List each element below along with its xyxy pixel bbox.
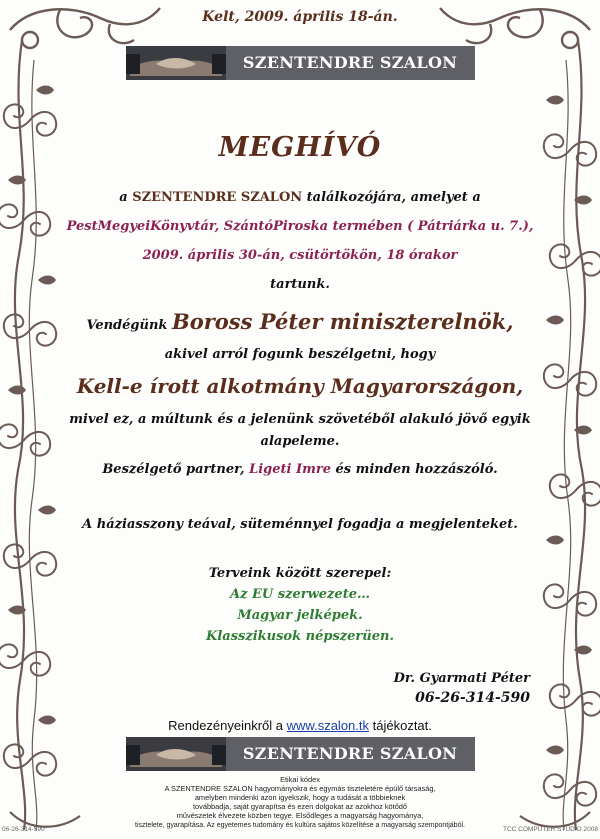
reason-line-2: alapeleme. bbox=[260, 434, 340, 449]
info-prefix: Rendezényeinkről a bbox=[168, 718, 287, 733]
partner-name: Ligeti Imre bbox=[249, 462, 331, 477]
guest-prefix: Vendégünk bbox=[86, 318, 172, 333]
talk-line: akivel arról fogunk beszélgetni, hogy bbox=[164, 347, 436, 362]
intro-suffix: találkozójára, amelyet a bbox=[302, 190, 481, 205]
handshake-icon bbox=[126, 46, 226, 80]
footer-line-1: A SZENTENDRE SZALON hagyományokra és egymás tiszteletére épülő társaság, bbox=[164, 784, 436, 793]
intro-prefix: a bbox=[119, 190, 133, 205]
intro-line bbox=[60, 190, 540, 205]
footer-right-corner: TCC COMPUTER STUDIO 2008 bbox=[503, 826, 598, 833]
guest-suffix: , bbox=[506, 309, 514, 334]
partner-prefix: Beszélgető partner, bbox=[102, 462, 250, 477]
invitation-title: MEGHÍVÓ bbox=[218, 132, 382, 163]
tartunk-line: tartunk. bbox=[270, 277, 330, 292]
time-line: 2009. április 30-án, csütörtökön, 18 órakor bbox=[142, 248, 458, 263]
date-line: Kelt, 2009. április 18-án. bbox=[202, 9, 398, 25]
top-banner bbox=[126, 46, 475, 80]
signature-name: Dr. Gyarmati Péter bbox=[393, 671, 530, 686]
plans-item-classics: Klasszikusok népszerüen. bbox=[206, 629, 394, 644]
plans-item-symbols: Magyar jelképek. bbox=[237, 608, 363, 623]
banner-label: SZENTENDRE SZALON bbox=[242, 53, 458, 72]
reason-line-1: mivel ez, a múltunk és a jelenünk szövetéből alakuló jövő egyik bbox=[69, 412, 531, 427]
footer-left-corner: 06-26-314-590 bbox=[2, 826, 45, 833]
left-vine bbox=[15, 40, 37, 830]
footer-heading: Etikai kódex bbox=[280, 775, 320, 784]
footer-line-2: amelyben mindenki azon igyekszik, hogy a tudását a többieknek bbox=[194, 793, 406, 802]
handshake-icon bbox=[126, 737, 226, 771]
bottom-banner-label: SZENTENDRE SZALON bbox=[242, 744, 458, 763]
right-vine bbox=[563, 40, 585, 830]
info-suffix: tájékoztat. bbox=[369, 718, 432, 733]
plans-item-eu: Az EU szerwezete… bbox=[230, 587, 370, 602]
website-link[interactable]: www.szalon.tk bbox=[286, 718, 370, 733]
signature-phone: 06-26-314-590 bbox=[415, 690, 530, 706]
partner-suffix: és minden hozzászóló. bbox=[330, 462, 498, 477]
bottom-banner bbox=[126, 737, 475, 771]
topic-line: Kell-e írott alkotmány Magyarországon, bbox=[76, 374, 524, 398]
guest-line bbox=[60, 309, 540, 334]
venue-line: PestMegyeiKönyvtár, SzántóPiroska termében ( Pátriárka u. 7.), bbox=[66, 219, 534, 234]
plans-heading: Terveink között szerepel: bbox=[208, 566, 392, 581]
partner-line bbox=[60, 462, 540, 477]
guest-name: Boross Péter miniszterelnök bbox=[171, 309, 507, 334]
hostess-line: A háziasszony teával, süteménnyel fogadja a megjelenteket. bbox=[82, 517, 518, 532]
footer-line-4: művészetek élvezete közben tegye. Elsődleges a magyarság hagyománya, bbox=[176, 811, 424, 820]
info-line bbox=[60, 718, 540, 733]
footer-line-5: tisztelete, gyarapítása. Az egyetemes tudomány és kultúra sajátos közelítése a magyarság szempontjából. bbox=[135, 822, 465, 829]
footer-line-3: továbbadja, saját gyarapítsa és ezen dolgokat az azokhoz kötődő bbox=[192, 802, 408, 811]
intro-org: SZENTENDRE SZALON bbox=[132, 190, 303, 205]
